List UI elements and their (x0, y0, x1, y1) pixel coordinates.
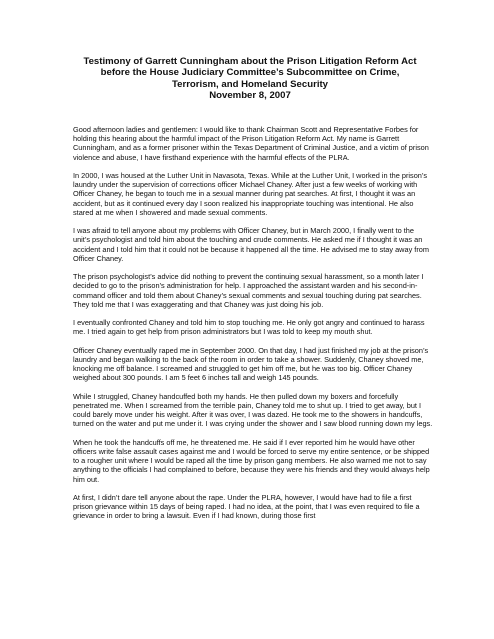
paragraph-assault: Officer Chaney eventually raped me in September 2000. On that day, I had just finished my job at the prison’s laundry and began walking to the back of the room in order to take a shower. Suddenly, Chaney shoved me, knocking me off balance. I screamed and struggled to get him off me, but he was too big. Officer Chaney weighed about 300 pounds. I am 5 feet 6 inches tall and weigh 145 pounds. (73, 345, 429, 383)
document-title (60, 56, 440, 102)
document-body (73, 125, 433, 530)
paragraph-struggle: While I struggled, Chaney handcuffed both my hands. He then pulled down my boxers and forcefully penetrated me. When I screamed from the terrible pain, Chaney told me to shut up. I tried to get away, but I could barely move under his weight. After it was over, I was dazed. He took me to the showers in handcuffs, turned on the water and put me under it. I was crying under the shower and I saw blood running down my legs. (73, 391, 433, 429)
title-line-2: before the House Judiciary Committee’s Subcommittee on Crime, (100, 67, 400, 79)
title-date: November 8, 2007 (209, 90, 291, 102)
paragraph-administration: The prison psychologist’s advice did nothing to prevent the continuing sexual harassment, so a month later I decided to go to the prison’s administration for help. I approached the assistant warden and his second-in-command officer and told them about Chaney’s sexual comments and sexual touching during pat searches. They told me that I was exaggerating and that Chaney was just doing his job. (73, 272, 424, 309)
title-line-3: Terrorism, and Homeland Security (171, 78, 329, 90)
paragraph-threat: When he took the handcuffs off me, he threatened me. He said if I ever reported him he would have other officers write false assault cases against me and I would be forced to serve my entire sentence, or be shipped to a rougher unit where I would be raped all the time by prison gang members. He also warned me not to say anything to the officials I had complained to before, because they were his friends and they would always help him out. (73, 437, 430, 484)
paragraph-psychologist: I was afraid to tell anyone about my problems with Officer Chaney, but in March 2000, I finally went to the unit’s psychologist and told him about the touching and crude comments. He asked me if I thought it was an accident and I told him that it could not be because it happened all the time. He advised me to stay away from Officer Chaney. (73, 226, 429, 263)
title-line-1: Testimony of Garrett Cunningham about the Prison Litigation Reform Act (83, 56, 417, 67)
paragraph-confrontation: I eventually confronted Chaney and told him to stop touching me. He only got angry and continued to harass me. I tried again to get help from prison administrators but I was told to keep my mouth shut. (73, 318, 425, 337)
paragraph-plra-grievance: At first, I didn’t dare tell anyone about the rape. Under the PLRA, however, I would have had to file a first prison grievance within 15 days of being raped. I had no idea, at the point, that I was even required to file a grievance in order to bring a lawsuit. Even if I had known, during those first (73, 493, 420, 521)
paragraph-luther-unit: In 2000, I was housed at the Luther Unit in Navasota, Texas. While at the Luther Unit, I worked in the prison’s laundry under the supervision of corrections officer Michael Chaney. After just a few weeks of working with Officer Chaney, he began to touch me in a sexual manner during pat searches. At first, I thought it was an accident, but as it continued every day I soon realized his inappropriate touching was intentional. He also stared at me when I showered and made sexual comments. (73, 171, 428, 217)
paragraph-intro: Good afternoon ladies and gentlemen: I would like to thank Chairman Scott and Representative Forbes for holding this hearing about the harmful impact of the Prison Litigation Reform Act. My name is Garrett Cunningham, and as a former prisoner within the Texas Department of Criminal Justice, and a victim of prison violence and abuse, I have firsthand experience with the harmful effects of the PLRA. (73, 125, 429, 162)
